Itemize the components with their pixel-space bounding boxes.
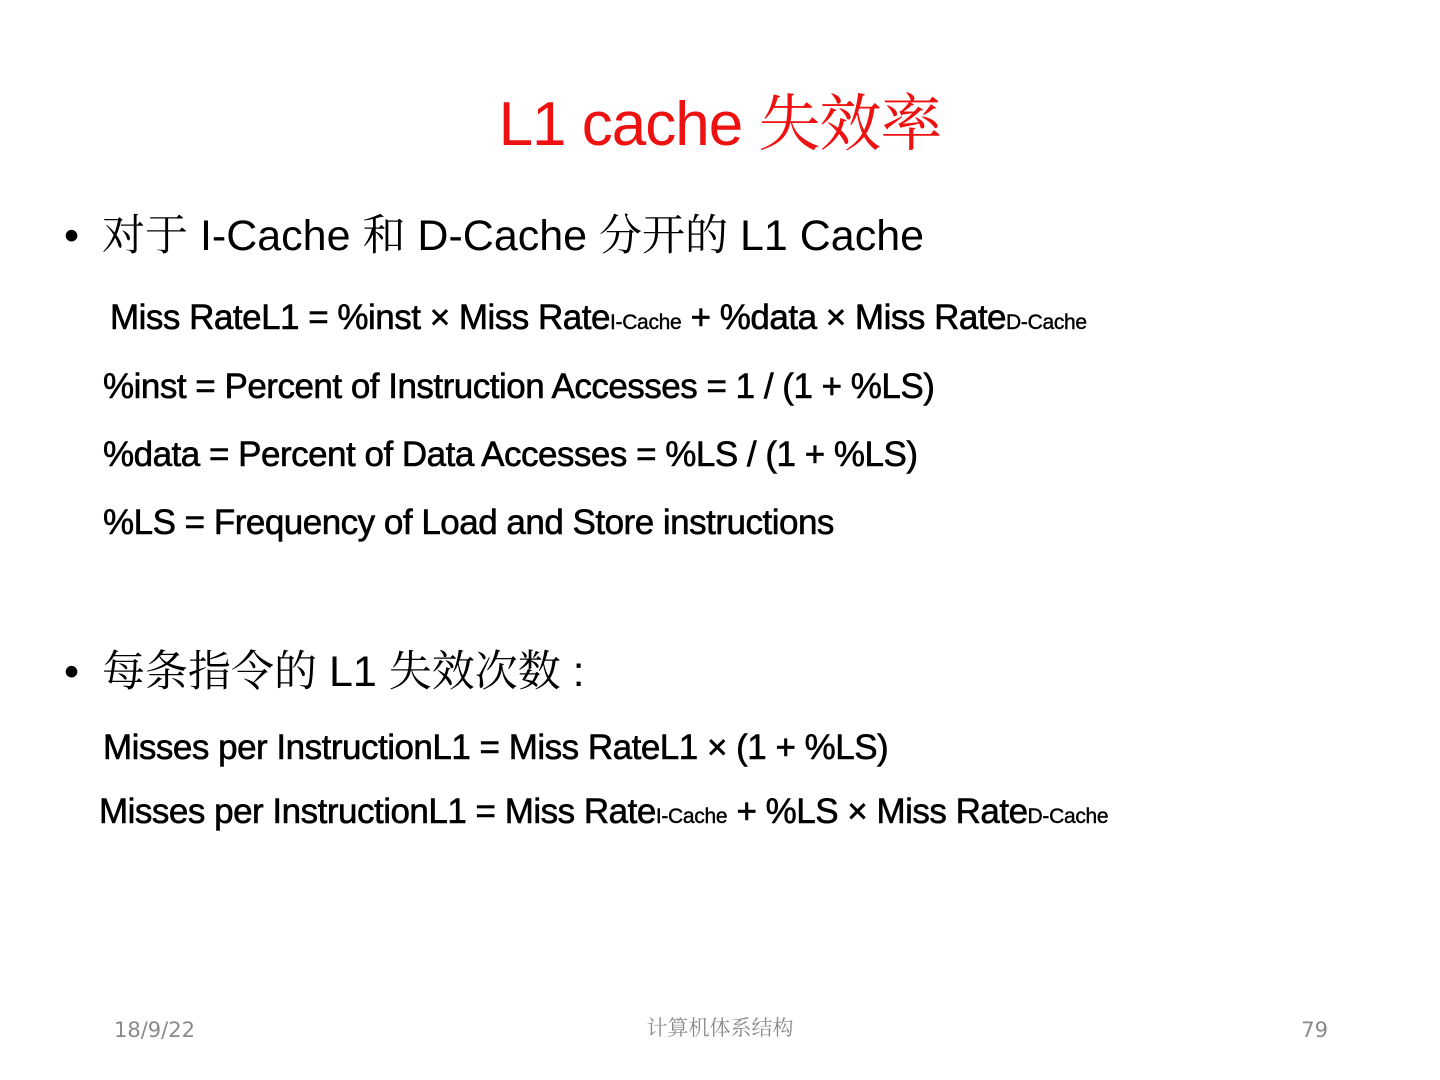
formula-ls-definition: %LS = Frequency of Load and Store instructions [103, 503, 834, 542]
footer-date: 18/9/22 [114, 1018, 195, 1042]
formula-part: Miss RateL1 = %inst × Miss Rate [110, 298, 610, 337]
formula-part: + %data × Miss Rate [681, 298, 1007, 337]
formula-mpi-split [99, 790, 1108, 839]
bullet-separate-caches [64, 208, 924, 264]
formula-subscript-dcache: D-Cache [1027, 805, 1109, 828]
formula-miss-rate-l1 [110, 296, 1087, 345]
formula-inst-percent: %inst = Percent of Instruction Accesses = 1 / (1 + %LS) [103, 367, 935, 406]
formula-subscript-icache: I-Cache [655, 805, 728, 828]
formula-subscript-icache: I-Cache [609, 311, 682, 334]
slide-title: L1 cache 失效率 [498, 90, 942, 159]
footer-course-title: 计算机体系结构 [646, 1016, 794, 1040]
footer-page-number: 79 [1301, 1018, 1328, 1042]
bullet-marker: • [64, 648, 80, 696]
formula-subscript-dcache: D-Cache [1006, 311, 1087, 334]
bullet-marker: • [64, 212, 80, 260]
formula-part: Misses per InstructionL1 = Miss Rate [99, 792, 656, 831]
bullet-text: 每条指令的 L1 失效次数 : [102, 648, 585, 696]
formula-part: + %LS × Miss Rate [727, 792, 1028, 831]
bullet-text: 对于 I-Cache 和 D-Cache 分开的 L1 Cache [102, 212, 925, 260]
formula-data-percent: %data = Percent of Data Accesses = %LS / (1 + %LS) [103, 435, 918, 474]
formula-mpi-combined: Misses per InstructionL1 = Miss RateL1 × (1 + %LS) [103, 728, 889, 767]
bullet-misses-per-instruction [64, 644, 585, 700]
